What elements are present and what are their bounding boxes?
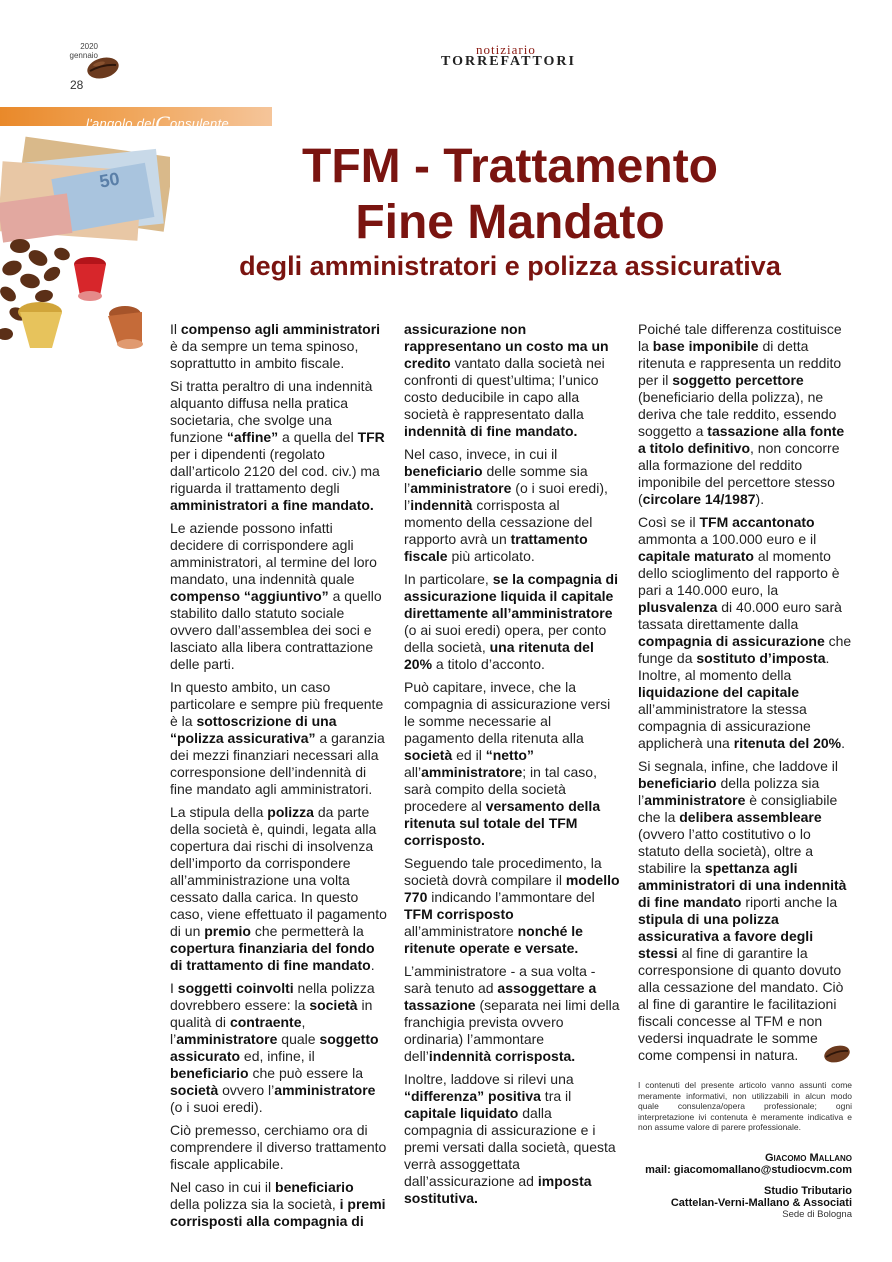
- paragraph: Seguendo tale procedimento, la società dovrà compilare il modello 770 indicando l’ammontare del TFM corrisposto all’amministratore nonché le ritenute operate e versate.: [404, 855, 620, 956]
- disclaimer-text: I contenuti del presente articolo vanno assunti come meramente informativi, non utilizzabili in alcun modo quale consulenza/opera professionale; ogni interpretazione ivi contenuta è meramente indicativa e non assume valore di parere professionale.: [638, 1080, 852, 1132]
- studio-name: Studio Tributario: [764, 1185, 852, 1197]
- banknote-illustration: [0, 137, 170, 243]
- paragraph: Nel caso, invece, in cui il beneficiario delle somme sia l’amministratore (o i suoi eredi), l’indennità corrisposta al momento della cessazione del rapporto avrà un trattamento fiscale più articolato.: [404, 446, 608, 564]
- issue-year: 2020: [80, 42, 98, 51]
- author-email: mail: giacomomallano@studiocvm.com: [645, 1164, 852, 1176]
- section-label-initial: C: [154, 111, 170, 136]
- masthead-top: notiziario: [476, 42, 536, 57]
- paragraph: I soggetti coinvolti nella polizza dovrebbero essere: la società in qualità di contraente, l’amministratore quale soggetto assicurato ed, infine, il beneficiario che può essere la società ovvero l’amministratore (o i suoi eredi).: [170, 980, 379, 1115]
- paragraph: In questo ambito, un caso particolare e sempre più frequente è la sottoscrizione di una “polizza assicurativa” a garanzia dei mezzi finanziari necessari alla corresponsione dell’indennità di fine mandato agli amministratori.: [170, 679, 385, 797]
- author-signature: [620, 1152, 852, 1221]
- page-number: 28: [70, 78, 84, 92]
- paragraph: Si segnala, infine, che laddove il beneficiario della polizza sia l’amministratore è consigliabile che la delibera assembleare (ovvero l’atto costitutivo o lo statuto della società), oltre a stabilire la spettanza agli amministratori di una indennità di fine mandato riporti anche la stipula di una polizza assicurativa a favore degli stessi al fine di garantire la corresponsione di quanto dovuto alla cessazione del mandato. Ciò al fine di garantire le facilitazioni fiscali concesse al TFM e non vedersi inquadrate le somme come compensi in natura.: [638, 758, 847, 1063]
- article-subtitle: degli amministratori e polizza assicurativa: [239, 251, 781, 281]
- issue-month: gennaio: [69, 51, 98, 60]
- article-title-line-1: TFM - Trattamento: [302, 140, 718, 193]
- paragraph: In particolare, se la compagnia di assicurazione liquida il capitale direttamente all’amministratore (o ai suoi eredi) opera, per conto della società, una ritenuta del 20% a titolo d’acconto.: [404, 571, 618, 672]
- coffee-capsules-illustration: [18, 257, 143, 349]
- section-label: [86, 108, 229, 134]
- paragraph: Il compenso agli amministratori è da sempre un tema spinoso, soprattutto in ambito fiscale.: [170, 321, 381, 371]
- paragraph: Così se il TFM accantonato ammonta a 100.000 euro e il capitale maturato al momento dello scioglimento del rapporto è pari a 140.000 euro, la plusvalenza di 40.000 euro sarà tassata direttamente dalla compagnia di assicurazione che funge da sostituto d’imposta. Inoltre, al momento della liquidazione del capitale all’amministratore la stessa compagnia di assicurazione applicherà una ritenuta del 20%.: [638, 514, 852, 751]
- paragraph: Le aziende possono infatti decidere di corrispondere agli amministratori, al termine del loro mandato, una indennità quale compenso “aggiuntivo” a quello stabilito dallo statuto sociale ovvero dall’assemblea dei soci e lasciato alla libera contrattazione delle parti.: [170, 520, 382, 672]
- paragraph: assicurazione non rappresentano un costo ma un credito vantato dalla società nei confronti di quest’ultima; l’unico costo deducibile in capo alla società è rappresentato dalla indennità di fine mandato.: [404, 321, 609, 439]
- coffee-bean-end-icon: [823, 1044, 851, 1064]
- studio-partners: Cattelan-Verni-Mallano & Associati: [670, 1197, 852, 1209]
- paragraph: Poiché tale differenza costituisce la base imponibile di detta ritenuta e rappresenta un reddito per il soggetto percettore (beneficiario della polizza), ne deriva che tale reddito, essendo soggetto a tassazione alla fonte a titolo definitivo, non concorre alla formazione del reddito imponibile del percettore stesso (circolare 14/1987).: [638, 321, 845, 507]
- section-label-suffix: onsulente: [169, 116, 230, 131]
- paragraph: Nel caso in cui il beneficiario della polizza sia la società, i premi corrisposti alla compagnia di: [170, 1179, 386, 1229]
- body-column-2: [404, 321, 620, 1213]
- paragraph: Si tratta peraltro di una indennità alquanto diffusa nella pratica societaria, che svolge una funzione “affine” a quella del TFR per i dipendenti (regolato dall’articolo 2120 del cod. civ.) ma riguarda il trattamento degli amministratori a fine mandato.: [170, 378, 385, 513]
- paragraph: La stipula della polizza da parte della società è, quindi, legata alla copertura dai rischi di insolvenza dell’importo da corrispondere all’amministrazione una volta cessato dalla carica. In questo caso, viene effettuato il pagamento di un premio che permetterà la copertura finanziaria del fondo di trattamento di fine mandato.: [170, 804, 387, 973]
- hero-illustration: [0, 136, 170, 356]
- section-label-prefix: l'angolo del: [86, 116, 155, 131]
- masthead-title: TORREFATTORI: [441, 54, 576, 69]
- coffee-bean-icon: [86, 56, 120, 80]
- author-name: Giacomo Mallano: [765, 1152, 852, 1164]
- body-column-3: [638, 321, 852, 1070]
- paragraph: L’amministratore - a sua volta - sarà tenuto ad assoggettare a tassazione (separata nei limi della franchigia prevista ovvero ordinaria) l’ammontare dell’indennità corrisposta.: [404, 963, 620, 1064]
- article-title-line-2: Fine Mandato: [355, 196, 665, 249]
- studio-seat: Sede di Bologna: [782, 1209, 852, 1220]
- svg-text:50: 50: [97, 168, 122, 192]
- body-column-1: [170, 321, 387, 1236]
- paragraph: Ciò premesso, cerchiamo ora di comprendere il diverso trattamento fiscale applicabile.: [170, 1122, 387, 1172]
- paragraph: Può capitare, invece, che la compagnia di assicurazione versi le somme necessarie al pagamento della ritenuta alla società ed il “netto” all’amministratore; in tal caso, sarà compito della società procedere al versamento della ritenuta sul totale del TFM corrisposto.: [404, 679, 611, 848]
- paragraph: Inoltre, laddove si rilevi una “differenza” positiva tra il capitale liquidato dalla compagnia di assicurazione e i premi versati dalla società, questa verrà assoggettata dall’assicurazione ad imposta sostitutiva.: [404, 1071, 616, 1206]
